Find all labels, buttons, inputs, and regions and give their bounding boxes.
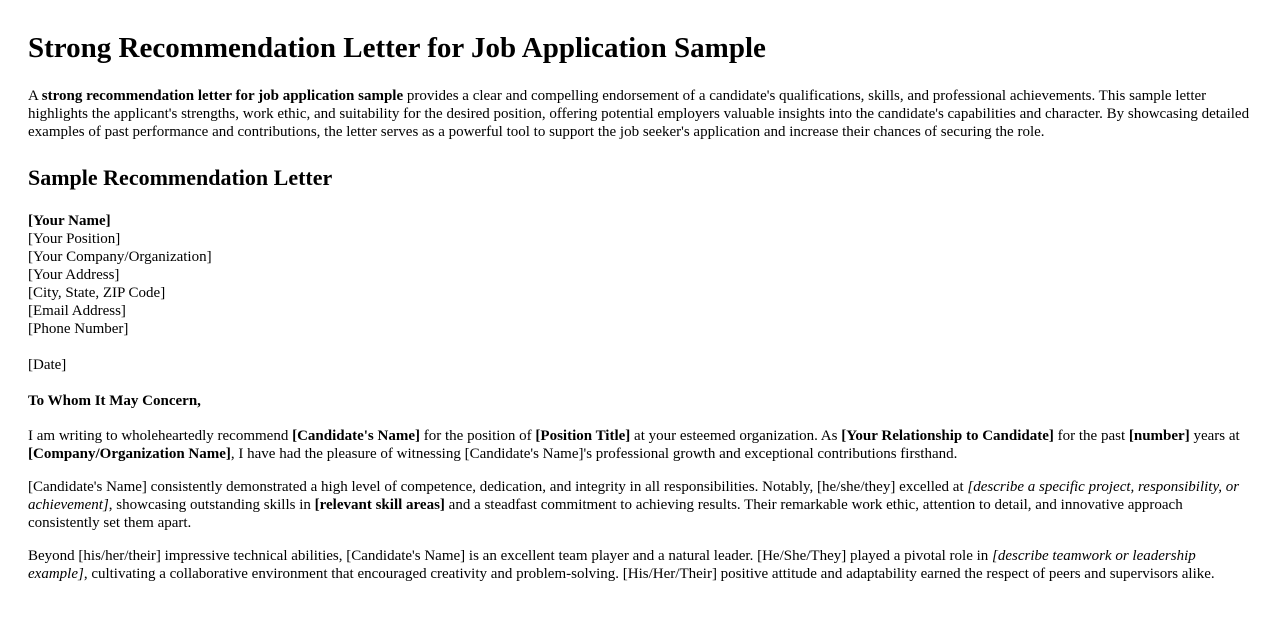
para1-relationship: [Your Relationship to Candidate] [841,428,1054,444]
para2-project-placeholder: [describe a specific project, responsibility, or achievement] [28,479,1240,513]
para2-text-2: , showcasing outstanding skills in [108,497,315,513]
sender-email: [Email Address] [28,303,126,319]
body-paragraph-1 [28,427,1258,463]
body-paragraph-2 [28,478,1258,532]
sender-company: [Your Company/Organization] [28,249,212,265]
para2-text-1: [Candidate's Name] consistently demonstrated a high level of competence, dedication, and integrity in all responsibilities. Notably, [he/she/they] excelled at [28,479,968,495]
sender-city: [City, State, ZIP Code] [28,285,166,301]
document-page [0,31,1278,583]
sender-address-block [28,212,1258,338]
para3-text-1: Beyond [his/her/their] impressive technical abilities, [Candidate's Name] is an excellent team player and a natural leader. [He/She/They] played a pivotal role in [28,548,993,564]
section-heading: Sample Recommendation Letter [28,165,333,190]
sender-address: [Your Address] [28,267,120,283]
intro-bold: strong recommendation letter for job application sample [41,88,404,104]
para2-skill-areas: [relevant skill areas] [314,497,445,513]
page-title: Strong Recommendation Letter for Job Application Sample [28,32,766,64]
para1-text-4: for the past [1053,428,1129,444]
sender-phone: [Phone Number] [28,321,129,337]
intro-post: provides a clear and compelling endorsement of a candidate's qualifications, skills, and professional achievements. This sample letter highlights the applicant's strengths, work ethic, and suitability for the desired position, offering potential employers valuable insights into the candidate's capabilities and character. By showcasing detailed examples of past performance and contributions, the letter serves as a powerful tool to support the job seeker's application and increase their chances of securing the role. [28,88,1250,140]
para1-candidate-name: [Candidate's Name] [292,428,421,444]
sender-name: [Your Name] [28,213,111,229]
letter-date: [Date] [28,357,67,373]
para1-text-2: for the position of [420,428,536,444]
para1-text-5: years at [1189,428,1240,444]
para1-company-name: [Company/Organization Name] [28,446,231,462]
para1-text-3: at your esteemed organization. As [630,428,842,444]
para1-text-1: I am writing to wholeheartedly recommend [28,428,293,444]
body-paragraph-3 [28,547,1258,583]
para1-number: [number] [1128,428,1190,444]
para3-teamwork-placeholder: [describe teamwork or leadership example] [28,548,1196,582]
para1-position-title: [Position Title] [535,428,631,444]
intro-paragraph [28,87,1258,141]
para2-text-3: and a steadfast commitment to achieving results. Their remarkable work ethic, attention to detail, and innovative approach consistently set them apart. [28,497,1183,531]
para1-text-6: , I have had the pleasure of witnessing [Candidate's Name]'s professional growth and exceptional contributions firsthand. [230,446,958,462]
sender-position: [Your Position] [28,231,121,247]
para3-text-2: , cultivating a collaborative environment that encouraged creativity and problem-solving. [His/Her/Their] positive attitude and adaptability earned the respect of peers and supervisors alike. [83,566,1215,582]
salutation: To Whom It May Concern, [28,393,201,409]
intro-pre: A [28,88,42,104]
